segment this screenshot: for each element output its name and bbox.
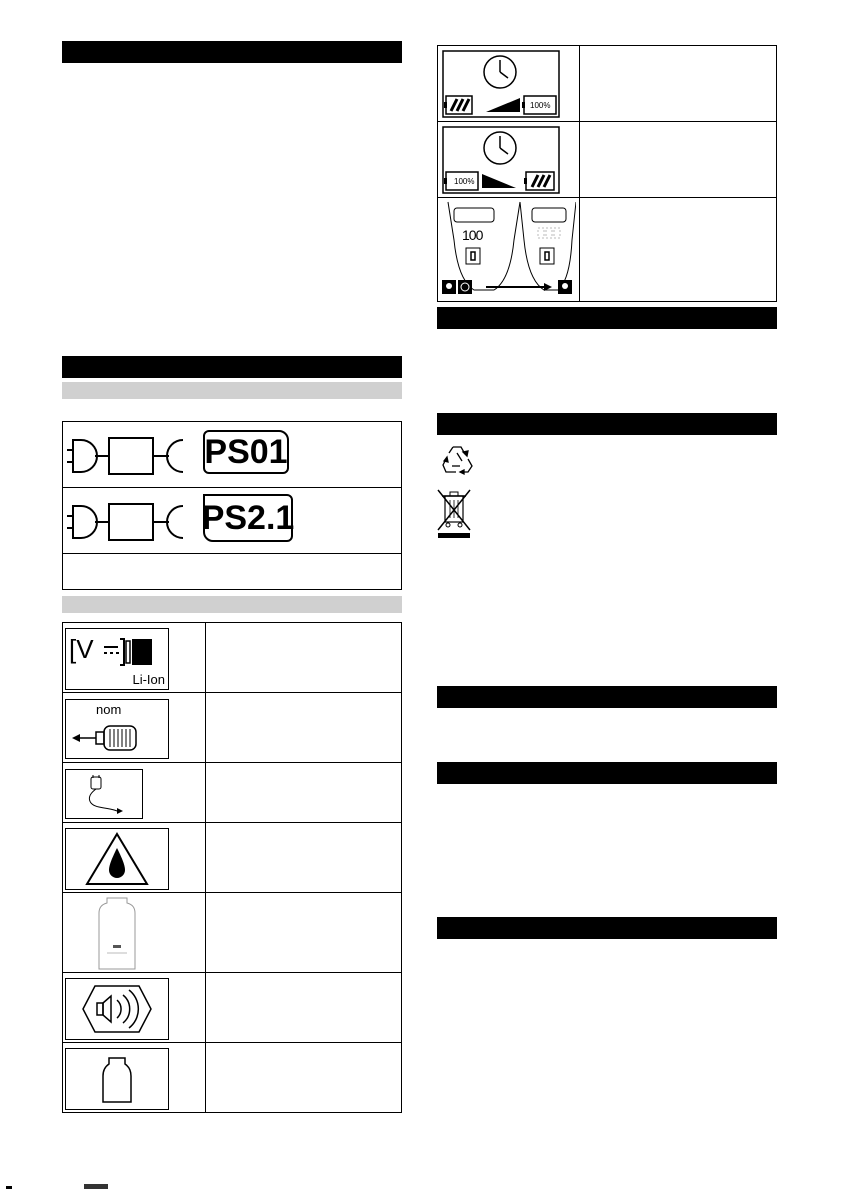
- symbol-row-weight: [63, 1043, 401, 1114]
- motor-nom-label: nom: [96, 702, 122, 717]
- section-header-bar-5: [437, 686, 777, 708]
- symbol-row-charger: [63, 763, 401, 823]
- ps21-label: PS2.1: [201, 498, 295, 537]
- li-ion-label: Li-Ion: [132, 672, 165, 687]
- section-header-bar-6: [437, 762, 777, 784]
- page-footer-mark: [0, 1180, 120, 1191]
- symbol-row-li-ion: [63, 623, 401, 693]
- bottle-icon: [65, 895, 169, 971]
- symbol-row-warning: [63, 823, 401, 893]
- weight-icon: [65, 1048, 169, 1110]
- motor-symbol-frame: [65, 699, 169, 759]
- charger-icon: [65, 769, 143, 819]
- dc-battery-icon: [102, 637, 152, 667]
- charge-status-row: [438, 46, 776, 122]
- sound-level-icon: [65, 978, 169, 1040]
- plug-row-ps01: [63, 422, 401, 488]
- ps21-label-box: [203, 494, 293, 542]
- section-header-bar-2: [62, 356, 402, 378]
- display-light-off-icon: [440, 200, 576, 300]
- display-timeout-row: [438, 198, 776, 303]
- symbols-table: [62, 622, 402, 1113]
- plug-table: [62, 421, 402, 590]
- subsection-bar-1: [62, 382, 402, 399]
- voltage-symbol: [V: [69, 634, 94, 664]
- plug-adapter-icon: [65, 426, 195, 486]
- charge-full-percent: 100%: [530, 101, 551, 110]
- warning-drop-icon: [65, 828, 169, 890]
- symbol-row-motor: [63, 693, 401, 763]
- discharge-status-row: [438, 122, 776, 198]
- section-header-bar-1: [62, 41, 402, 63]
- symbol-row-bottle: [63, 893, 401, 973]
- section-header-bar-3: [437, 307, 777, 329]
- ps01-label-box: [203, 430, 289, 474]
- li-ion-symbol-frame: [65, 628, 169, 690]
- ps01-label: PS01: [204, 432, 288, 471]
- section-header-bar-7: [437, 917, 777, 939]
- symbol-row-sound: [63, 973, 401, 1043]
- motor-icon: [70, 720, 160, 756]
- plug-adapter-icon: [65, 492, 195, 552]
- crossed-bin-icon: [436, 488, 472, 540]
- discharge-full-percent: 100%: [454, 177, 475, 186]
- subsection-bar-2: [62, 596, 402, 613]
- section-header-bar-4: [437, 413, 777, 435]
- charging-display-table: [437, 45, 777, 302]
- plug-row-empty: [63, 554, 401, 591]
- display-digits: 100: [462, 227, 483, 243]
- recycling-icon: [440, 443, 474, 477]
- plug-row-ps21: [63, 488, 401, 554]
